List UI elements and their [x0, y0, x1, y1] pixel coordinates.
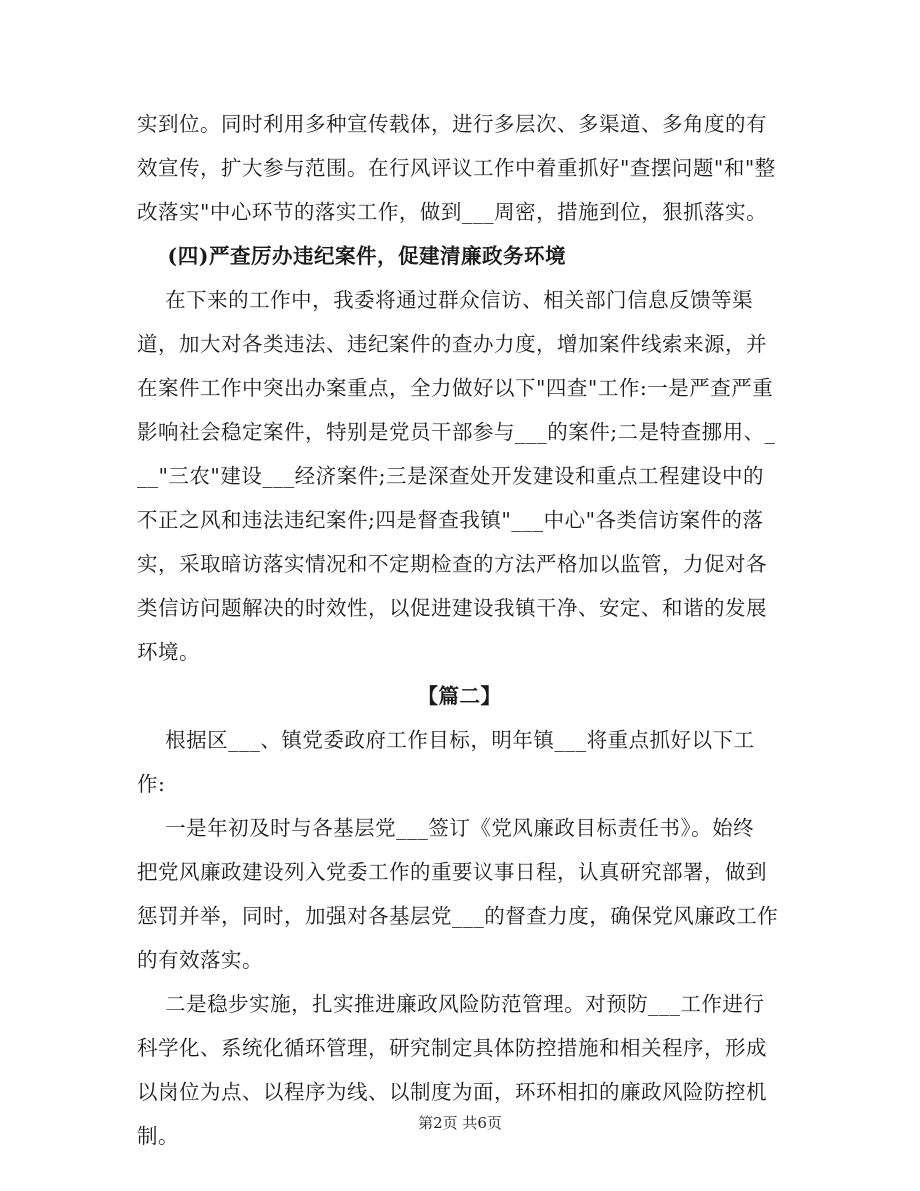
text-line: 二是稳步实施，扎实推进廉政风险防范管理。对预防___工作进行: [137, 992, 765, 1016]
text-line: 一是年初及时与各基层党___签订《党风廉政目标责任书》。始终: [137, 816, 755, 840]
text-line: 效宣传，扩大参与范围。在行风评议工作中着重抓好"查摆问题"和"整: [137, 156, 776, 180]
text-line: 根据区___、镇党委政府工作目标，明年镇___将重点抓好以下工: [137, 728, 755, 752]
text-line: 实，采取暗访落实情况和不定期检查的方法严格加以监管，力促对各: [137, 552, 767, 576]
text-line: 的有效落实。: [137, 948, 263, 972]
text-line: 把党风廉政建设列入党委工作的重要议事日程，认真研究部署，做到: [137, 860, 767, 884]
text-line: 环境。: [137, 640, 200, 664]
text-line: 实到位。同时利用多种宣传载体，进行多层次、多渠道、多角度的有: [137, 112, 767, 136]
text-line: 作:: [137, 772, 166, 796]
text-line: 类信访问题解决的时效性，以促进建设我镇干净、安定、和谐的发展: [137, 596, 767, 620]
document-body: [137, 102, 782, 1158]
text-line: 道，加大对各类违法、违纪案件的查办力度，增加案件线索来源，并: [137, 332, 767, 356]
page-footer: 第2页 共6页: [418, 1114, 502, 1132]
text-line: 以岗位为点、以程序为线、以制度为面，环环相扣的廉政风险防控机: [137, 1080, 767, 1104]
text-line: __"三农"建设___经济案件;三是深查处开发建设和重点工程建设中的: [137, 464, 765, 488]
text-line: 不正之风和违法违纪案件;四是督查我镇"___中心"各类信访案件的落: [137, 508, 764, 532]
text-line: 惩罚并举，同时，加强对各基层党___的督查力度，确保党风廉政工作: [137, 904, 779, 928]
text-line: 改落实"中心环节的落实工作，做到___周密，措施到位，狠抓落实。: [137, 200, 768, 224]
text-line: 制。: [137, 1124, 179, 1148]
section-heading: (四)严查厉办违纪案件，促建清廉政务环境: [137, 244, 566, 268]
text-line: 科学化、系统化循环管理，研究制定具体防控措施和相关程序，形成: [137, 1036, 767, 1060]
section-title: 【篇二】: [417, 684, 502, 708]
text-line: 在案件工作中突出办案重点，全力做好以下"四查"工作:一是严查严重: [137, 376, 774, 400]
text-line: 影响社会稳定案件，特别是党员干部参与___的案件;二是特查挪用、_: [137, 420, 776, 444]
text-line: 在下来的工作中，我委将通过群众信访、相关部门信息反馈等渠: [137, 288, 754, 312]
